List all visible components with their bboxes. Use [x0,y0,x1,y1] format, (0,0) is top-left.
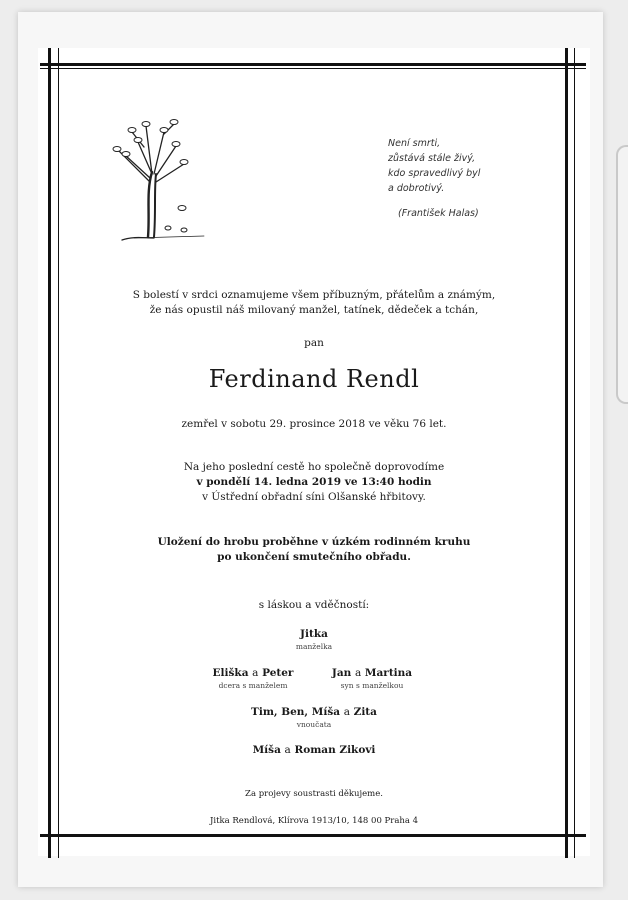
ceremony-date: v pondělí 14. ledna 2019 ve 13:40 hodin [196,476,432,488]
right-border-line-2 [574,48,575,858]
tree-illustration [104,112,214,252]
ceremony-block [40,460,588,505]
wife-relation: manželka [295,642,333,651]
quote-line: zůstává stále živý, [388,153,476,164]
intro-text [40,288,588,318]
quote-line: a dobrotivý. [388,183,445,194]
pair2-amp: a [354,667,362,679]
left-border-line [48,48,51,858]
top-border-line-2 [40,68,586,69]
family-others [40,743,588,758]
burial-block [40,535,588,565]
top-border-line [40,63,586,66]
side-scroll-tab[interactable] [616,145,628,404]
grandchildren-amp: a [343,706,350,718]
burial-line-1: Uložení do hrobu proběhne v úzkém rodinném kruhu [157,536,471,548]
right-border-line [565,48,568,858]
pair1-relation: dcera s manželem [218,681,288,690]
pair1-name-a: Eliška [212,667,249,679]
pair2-name-b: Martina [364,667,413,679]
pair1-amp: a [252,667,259,679]
grandchildren-names: Tim, Ben, Míša [251,706,341,718]
others-name-a: Míša [252,744,281,756]
pair2-relation: syn s manželkou [340,681,404,690]
quote-line: kdo spravedlivý byl [388,168,481,179]
grandchildren-last: Zita [353,706,377,718]
intro-line-1: S bolestí v srdci oznamujeme všem příbuzným, přátelům a známým, [132,289,496,301]
grandchildren-relation: vnoučata [296,720,332,729]
others-amp: a [284,744,291,756]
family-pair-2 [292,666,452,691]
family-grandchildren [40,705,588,730]
wife-name: Jitka [300,628,328,640]
intro-line-2: že nás opustil náš milovaný manžel, tatínek, dědeček a tchán, [149,304,479,316]
quote-author: (František Halas) [398,208,479,219]
title-prefix: pan [304,337,324,349]
death-line: zemřel v sobotu 29. prosince 2018 ve věku 76 let. [181,418,447,430]
others-name-b: Roman Zikovi [294,744,376,756]
ceremony-line-1: Na jeho poslední cestě ho společně doprovodíme [183,461,445,473]
address-text: Jitka Rendlová, Klírova 1913/10, 148 00 Praha 4 [209,816,419,826]
quote-block [388,136,528,221]
left-border-line-2 [58,48,59,858]
thanks-text: Za projevy soustrasti děkujeme. [245,789,383,799]
with-love: s láskou a vděčností: [258,599,370,611]
ceremony-place: v Ústřední obřadní síni Olšanské hřbitovy. [202,491,426,503]
deceased-name: Ferdinand Rendl [208,365,420,393]
burial-line-2: po ukončení smutečního obřadu. [217,551,411,563]
bottom-border-line [40,834,586,837]
pair1-name-b: Peter [262,667,294,679]
family-wife [40,627,588,652]
quote-line: Není smrti, [388,138,441,149]
pair2-name-a: Jan [331,667,352,679]
